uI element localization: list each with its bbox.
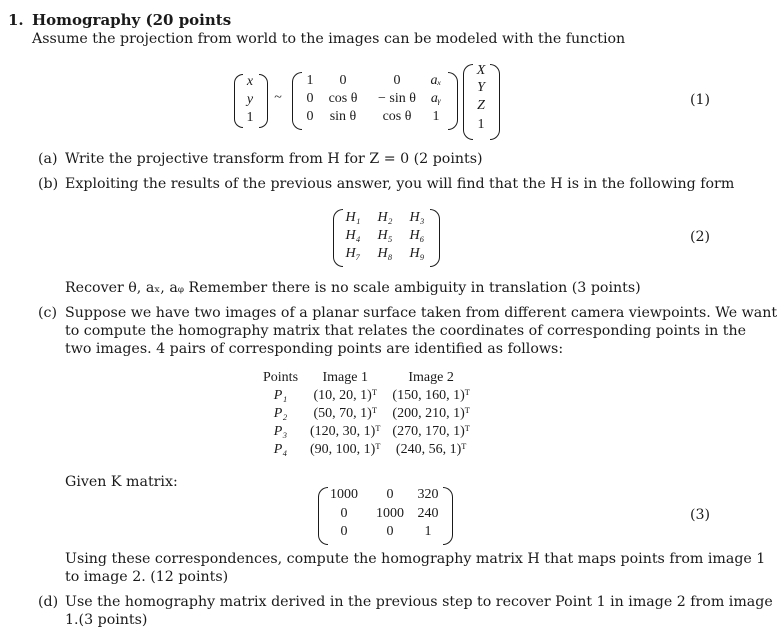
part-d-line2: 1.(3 points)	[65, 612, 148, 628]
part-c-line2: to compute the homography matrix that relates the coordinates of corresponding points in the	[65, 323, 747, 339]
k-2-0: 0	[340, 524, 348, 539]
part-a-text: Write the projective transform from H for Z = 0 (2 points)	[65, 151, 483, 167]
image1-coord: (120, 30, 1)ᵀ	[310, 424, 381, 439]
image2-coord: (240, 56, 1)ᵀ	[395, 442, 467, 457]
part-c-label: (c)	[38, 305, 58, 321]
table-header: Points	[263, 370, 299, 385]
image2-coord: (150, 160, 1)ᵀ	[392, 388, 470, 403]
part-b-label: (b)	[38, 176, 59, 192]
part-c-compute2: to image 2. (12 points)	[65, 569, 229, 585]
table-row	[257, 387, 476, 405]
m-0-0: 1	[306, 73, 314, 88]
k-0-1: 0	[386, 487, 394, 502]
part-a-label: (a)	[38, 151, 58, 167]
intro-text: Assume the projection from world to the images can be modeled with the function	[32, 31, 626, 47]
k-matrix-label: Given K matrix:	[65, 474, 178, 490]
question-title: Homography (20 points	[32, 11, 232, 29]
lhs-x: x	[246, 74, 254, 89]
image1-coord: (10, 20, 1)ᵀ	[313, 388, 377, 403]
h-2-2: H₉	[409, 246, 425, 261]
point-label: P₃	[273, 424, 288, 439]
k-1-0: 0	[340, 506, 348, 521]
m-1-3: aᵧ	[430, 91, 442, 106]
k-2-2: 1	[424, 524, 432, 539]
correspondence-table	[257, 369, 476, 459]
k-1-2: 240	[417, 506, 439, 521]
part-c-line1: Suppose we have two images of a planar surface taken from different camera viewpoints. We want	[65, 305, 778, 321]
equation-tag-1: (1)	[690, 92, 711, 108]
table-header-row	[257, 369, 476, 387]
rhs-Z: Z	[477, 98, 485, 113]
k-1-1: 1000	[376, 506, 404, 521]
part-b-text: Exploiting the results of the previous answer, you will find that the H is in the following form	[65, 176, 735, 192]
table-row	[257, 423, 476, 441]
image2-coord: (200, 210, 1)ᵀ	[392, 406, 470, 421]
h-2-0: H₇	[345, 246, 361, 261]
m-0-3: aₓ	[430, 73, 442, 88]
m-1-1: cos θ	[328, 91, 358, 106]
m-0-2: 0	[393, 73, 401, 88]
h-1-0: H₄	[345, 228, 361, 243]
k-2-1: 0	[386, 524, 394, 539]
lhs-y: y	[246, 92, 254, 107]
k-0-0: 1000	[330, 487, 358, 502]
point-label: P₁	[273, 388, 288, 403]
rhs-Y: Y	[477, 80, 485, 95]
lhs-1: 1	[246, 110, 254, 125]
part-b-recover: Recover θ, aₓ, aᵩ Remember there is no scale ambiguity in translation (3 points)	[65, 280, 641, 296]
m-2-2: cos θ	[382, 109, 412, 124]
question-number: 1.	[8, 11, 24, 29]
table-row	[257, 405, 476, 423]
image1-coord: (50, 70, 1)ᵀ	[313, 406, 377, 421]
table-header: Image 2	[408, 370, 454, 385]
part-d-line1: Use the homography matrix derived in the previous step to recover Point 1 in image 2 from image	[65, 594, 773, 610]
m-1-2: − sin θ	[378, 91, 416, 106]
sim-sign: ~	[274, 90, 282, 105]
equation-tag-2: (2)	[690, 229, 711, 245]
image1-coord: (90, 100, 1)ᵀ	[310, 442, 381, 457]
h-0-0: H₁	[345, 210, 361, 225]
part-c-compute1: Using these correspondences, compute the homography matrix H that maps points from image 1	[65, 551, 766, 567]
rhs-1: 1	[477, 117, 485, 132]
m-2-3: 1	[432, 109, 440, 124]
table-row	[257, 441, 476, 459]
table-header: Image 1	[322, 370, 368, 385]
h-1-1: H₅	[377, 228, 393, 243]
h-2-1: H₈	[377, 246, 393, 261]
k-0-2: 320	[417, 487, 439, 502]
m-0-1: 0	[339, 73, 347, 88]
point-label: P₄	[273, 442, 288, 457]
part-d-label: (d)	[38, 594, 59, 610]
part-c-line3: two images. 4 pairs of corresponding points are identified as follows:	[65, 341, 564, 357]
m-2-0: 0	[306, 109, 314, 124]
h-0-1: H₂	[377, 210, 393, 225]
equation-tag-3: (3)	[690, 507, 711, 523]
m-1-0: 0	[306, 91, 314, 106]
rhs-X: X	[476, 63, 486, 78]
h-0-2: H₃	[409, 210, 425, 225]
h-1-2: H₆	[409, 228, 425, 243]
image2-coord: (270, 170, 1)ᵀ	[392, 424, 470, 439]
m-2-1: sin θ	[329, 109, 357, 124]
point-label: P₂	[273, 406, 288, 421]
